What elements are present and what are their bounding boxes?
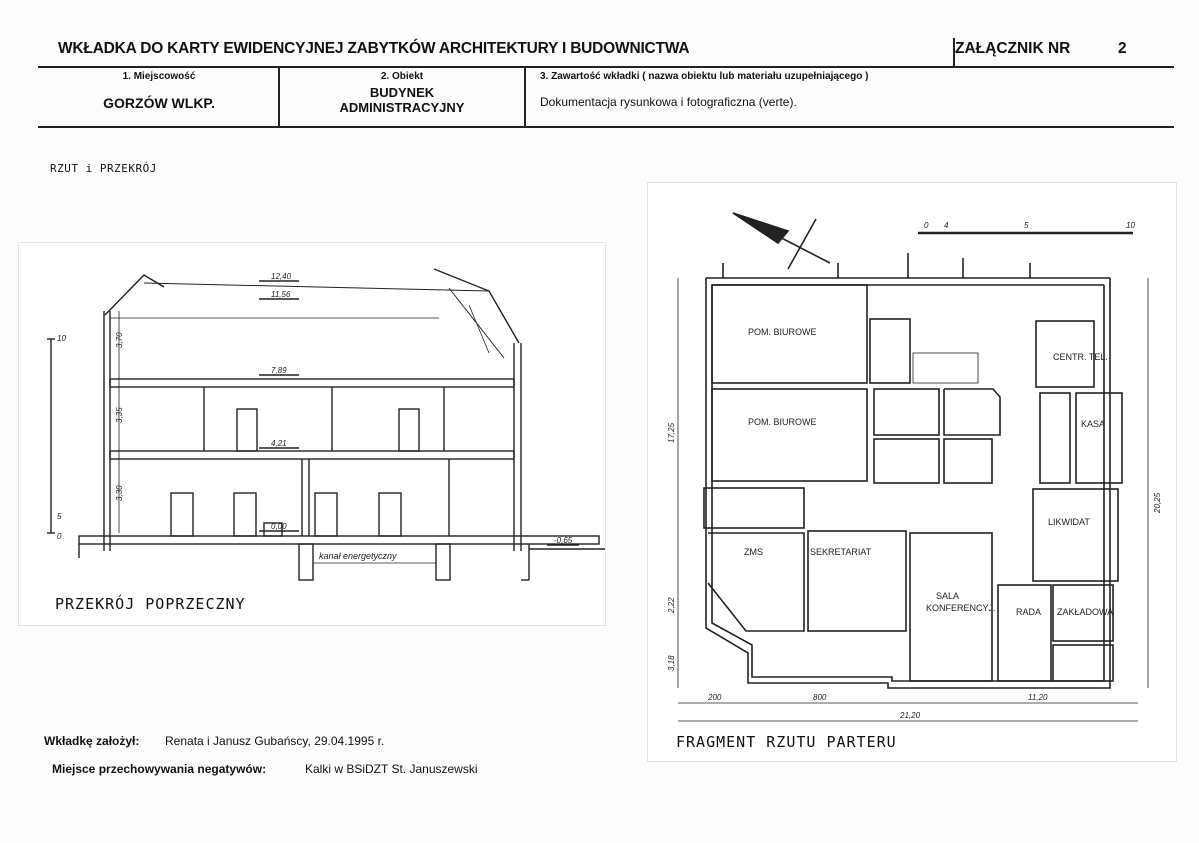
floor-plan-drawing xyxy=(648,183,1176,761)
scale-mark-5: 5 xyxy=(57,512,62,521)
author-label: Wkładkę założył: xyxy=(44,734,140,748)
scale-0: 0 xyxy=(924,221,929,230)
storage-label: Miejsce przechowywania negatywów: xyxy=(52,762,267,776)
plan-panel xyxy=(647,182,1177,762)
annex-label: ZAŁĄCZNIK NR xyxy=(955,40,1071,57)
dim-17-25: 17,25 xyxy=(667,422,676,443)
section-caption: PRZEKRÓJ POPRZECZNY xyxy=(55,595,246,613)
dim-2-22: 2,22 xyxy=(667,597,676,613)
level-12-40: 12,40 xyxy=(271,272,292,281)
field-divider-2 xyxy=(524,66,526,128)
dim-3-18: 3,18 xyxy=(667,655,676,671)
contents-heading: 3. Zawartość wkładki ( nazwa obiektu lub materiału uzupełniającego ) xyxy=(540,71,869,82)
object-heading: 2. Obiekt xyxy=(380,71,424,82)
level-4-21: 4,21 xyxy=(271,439,287,448)
object-value-line1: BUDYNEK xyxy=(369,85,435,100)
room-board: RADA xyxy=(1016,607,1042,617)
scale-mark-0: 0 xyxy=(57,532,62,541)
channel-label: kanał energetyczny xyxy=(319,551,397,561)
dim-200: 200 xyxy=(708,693,722,702)
room-office-1: POM. BIUROWE xyxy=(748,327,817,337)
annex-number: 2 xyxy=(1118,40,1127,57)
room-phone: CENTR. TEL. xyxy=(1053,352,1108,362)
page-label: RZUT i PRZEKRÓJ xyxy=(50,162,157,175)
dim-21-20: 21,20 xyxy=(900,711,921,720)
section-panel xyxy=(18,242,606,626)
room-conference-line1: SALA xyxy=(936,591,960,601)
dim-11-20: 11,20 xyxy=(1028,693,1048,702)
scale-5: 5 xyxy=(1024,221,1029,230)
locality-heading: 1. Miejscowość xyxy=(122,71,196,82)
room-office-2: POM. BIUROWE xyxy=(748,417,817,427)
level-minus-0-65: -0,65 xyxy=(554,536,573,545)
dim-20-25: 20,25 xyxy=(1153,492,1162,513)
room-secretariat: SEKRETARIAT xyxy=(810,547,872,557)
room-zms: ZMS xyxy=(744,547,763,557)
card-title: WKŁADKA DO KARTY EWIDENCYJNEJ ZABYTKÓW ARCHITEKTURY I BUDOWNICTWA xyxy=(58,40,690,57)
contents-value: Dokumentacja rysunkowa i fotograficzna (verte). xyxy=(540,95,797,109)
author-value: Renata i Janusz Gubańscy, 29.04.1995 r. xyxy=(165,734,385,748)
scale-mark-10: 10 xyxy=(57,334,66,343)
dim-3-30: 3,30 xyxy=(115,485,124,501)
header-top-rule xyxy=(38,66,1174,68)
level-0-00: 0,00 xyxy=(271,522,287,531)
room-board-2: ZAKŁADOWA xyxy=(1057,607,1114,617)
scale-4: 4 xyxy=(944,221,949,230)
room-liquidator: LIKWIDAT xyxy=(1048,517,1090,527)
level-11-56: 11,56 xyxy=(271,290,291,299)
dim-3-70: 3,70 xyxy=(115,332,124,348)
dim-800: 800 xyxy=(813,693,827,702)
storage-value: Kalki w BSiDZT St. Januszewski xyxy=(305,762,478,776)
cross-section-drawing xyxy=(19,243,605,625)
scale-10: 10 xyxy=(1126,221,1135,230)
room-conference-line2: KONFERENCYJ. xyxy=(926,603,996,613)
object-value-line2: ADMINISTRACYJNY xyxy=(339,100,465,115)
header-bottom-rule xyxy=(38,126,1174,128)
room-cashier: KASA xyxy=(1081,419,1106,429)
plan-caption: FRAGMENT RZUTU PARTERU xyxy=(676,733,897,751)
dim-3-35: 3,35 xyxy=(115,407,124,423)
locality-value: GORZÓW WLKP. xyxy=(103,95,215,111)
level-7-89: 7,89 xyxy=(271,366,287,375)
